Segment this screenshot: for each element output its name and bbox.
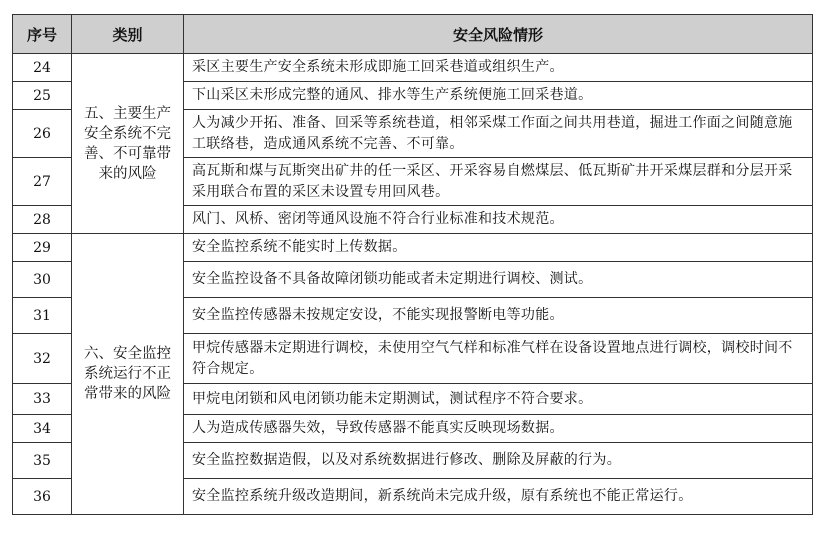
risk-description: 安全监控系统不能实时上传数据。 [184, 234, 813, 262]
row-number: 35 [13, 443, 72, 479]
header-category: 类别 [72, 15, 184, 54]
risk-description: 安全监控系统升级改造期间，新系统尚未完成升级，原有系统也不能正常运行。 [184, 479, 813, 515]
table-header [13, 15, 813, 54]
risk-description: 人为造成传感器失效，导致传感器不能真实反映现场数据。 [184, 415, 813, 443]
risk-description: 安全监控传感器未按规定安设，不能实现报警断电等功能。 [184, 298, 813, 334]
risk-description: 人为减少开拓、准备、回采等系统巷道，相邻采煤工作面之间共用巷道，掘进工作面之间随意施工联络巷，造成通风系统不完善、不可靠。 [184, 110, 813, 158]
header-risk: 安全风险情形 [184, 15, 813, 54]
row-number: 27 [13, 158, 72, 206]
risk-description: 安全监控设备不具备故障闭锁功能或者未定期进行调校、测试。 [184, 262, 813, 298]
row-number: 34 [13, 415, 72, 443]
risk-description: 采区主要生产安全系统未形成即施工回采巷道或组织生产。 [184, 54, 813, 82]
risk-table [12, 14, 813, 515]
row-number: 33 [13, 384, 72, 415]
row-number: 31 [13, 298, 72, 334]
row-number: 24 [13, 54, 72, 82]
row-number: 36 [13, 479, 72, 515]
risk-description: 风门、风桥、密闭等通风设施不符合行业标准和技术规范。 [184, 206, 813, 234]
category-cell-5: 五、主要生产安全系统不完善、不可靠带来的风险 [72, 54, 184, 234]
category-cell-6: 六、安全监控系统运行不正常带来的风险 [72, 234, 184, 515]
risk-description: 安全监控数据造假，以及对系统数据进行修改、删除及屏蔽的行为。 [184, 443, 813, 479]
risk-description: 下山采区未形成完整的通风、排水等生产系统便施工回采巷道。 [184, 82, 813, 110]
table-row [13, 234, 813, 262]
row-number: 29 [13, 234, 72, 262]
header-num: 序号 [13, 15, 72, 54]
row-number: 28 [13, 206, 72, 234]
table-row [13, 54, 813, 82]
risk-description: 甲烷传感器未定期进行调校，未使用空气气样和标准气样在设备设置地点进行调校，调校时间不符合规定。 [184, 334, 813, 384]
row-number: 26 [13, 110, 72, 158]
risk-description: 甲烷电闭锁和风电闭锁功能未定期测试，测试程序不符合要求。 [184, 384, 813, 415]
table-body [13, 54, 813, 515]
row-number: 25 [13, 82, 72, 110]
risk-description: 高瓦斯和煤与瓦斯突出矿井的任一采区、开采容易自燃煤层、低瓦斯矿井开采煤层群和分层开采采用联合布置的采区未设置专用回风巷。 [184, 158, 813, 206]
row-number: 30 [13, 262, 72, 298]
header-row [13, 15, 813, 54]
row-number: 32 [13, 334, 72, 384]
